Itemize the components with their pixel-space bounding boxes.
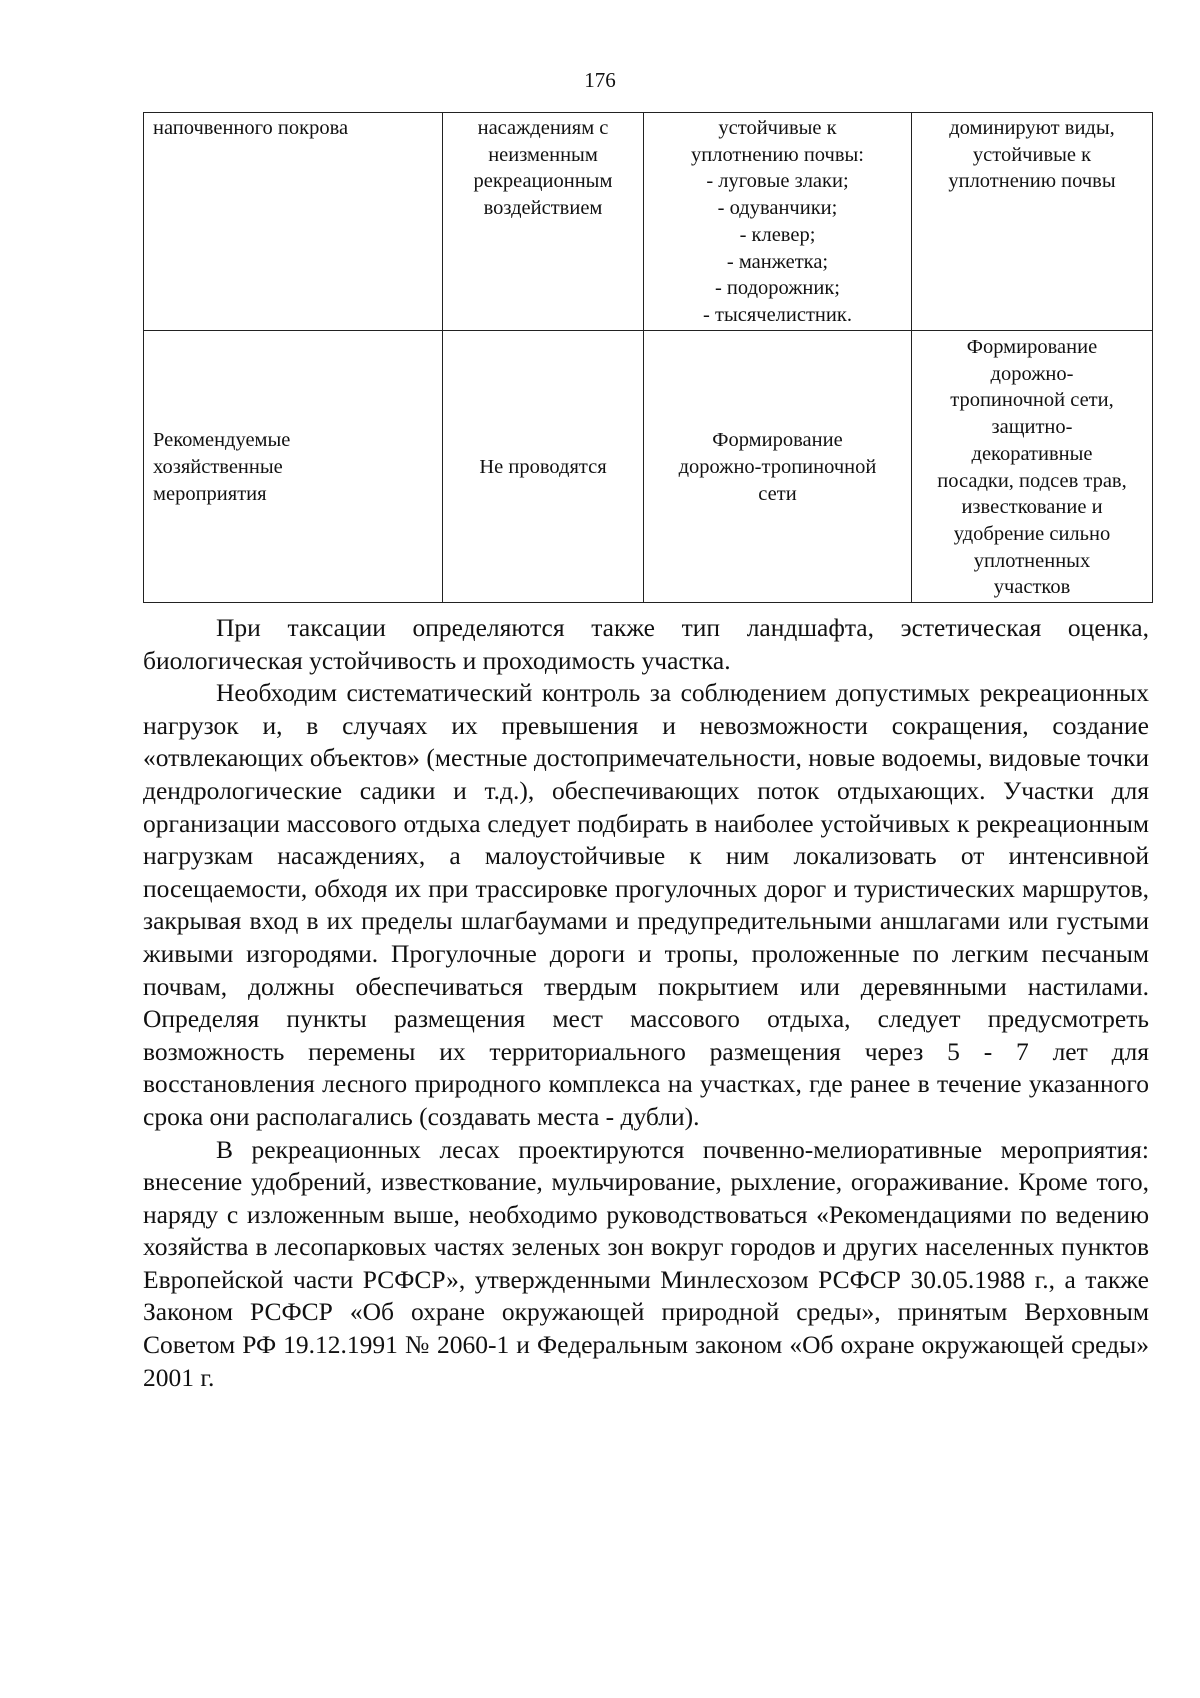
table-row <box>144 331 1153 603</box>
cell-text-line: устойчивые к <box>718 117 837 139</box>
table-cell <box>912 331 1153 603</box>
cell-text-line: посадки, подсев трав, <box>937 469 1127 492</box>
cell-text-line: Формирование <box>712 429 843 452</box>
table-cell <box>443 113 644 331</box>
cell-text-line: устойчивые к <box>972 143 1092 166</box>
table-row <box>144 113 1153 331</box>
cell-text-line: уплотнению почвы <box>948 170 1116 193</box>
table-cell <box>644 113 912 331</box>
cell-text-line: уплотнению почвы: <box>691 143 864 166</box>
cell-text-line: - клевер; <box>739 223 816 246</box>
page-number: 176 <box>584 68 616 92</box>
table-cell <box>443 331 644 603</box>
cell-text-line: уплотненных <box>973 549 1091 572</box>
paragraph: Необходим систематический контроль за соблюдением допустимых рекреационных нагрузок и, в случаях их превышения и невозможности сокращения, создание «отвлекающих объектов» (местные достопримечательности, новые водоемы, видовые точки дендрологические садики и т.д.), обеспечивающих поток отдыхающих. Участки для организации массового отдыха следует подбирать в наиболее устойчивых к рекреационным нагрузкам насаждениях, а малоустойчивые к ним локализовать от интенсивной посещаемости, обходя их при трассировке прогулочных дорог и туристических маршрутов, закрывая вход в их пределы шлагбаумами и предупредительными аншлагами или густыми живыми изгородями. Прогулочные дороги и тропы, проложенные по легким песчаным почвам, должны обеспечиваться твердым покрытием или деревянными настилами. Определяя пункты размещения мест массового отдыха, следует предусмотреть возможность перемены их территориального размещения через 5 - 7 лет для восстановления лесного природного комплекса на участках, где ранее в течение указанного срока они располагались (создавать места - дубли). <box>143 678 1149 1131</box>
cell-text-line: - одуванчики; <box>717 197 838 220</box>
cell-text-line: Формирование <box>966 335 1098 358</box>
cell-text-line: сети <box>758 482 797 505</box>
table-cell <box>644 331 912 603</box>
paragraph: В рекреационных лесах проектируются почвенно-мелиоративные мероприятия: внесение удобрений, известкование, мульчирование, рыхление, огораживание. Кроме того, наряду с изложенным выше, необходимо руководствоваться «Рекомендациями по ведению хозяйства в лесопарковых частях зеленых зон вокруг городов и других населенных пунктов Европейской части РСФСР», утвержденными Минлесхозом РСФСР 30.05.1988 г., а также Законом РСФСР «Об охране окружающей природной среды», принятым Верховным Советом РФ 19.12.1991 № 2060-1 и Федеральным законом «Об охране окружающей среды» 2001 г. <box>143 1134 1149 1392</box>
cell-text-line: насаждениям с <box>477 117 609 139</box>
paragraph: При таксации определяются также тип ландшафта, эстетическая оценка, биологическая устойчивость и проходимость участка. <box>143 613 1149 675</box>
cell-text-line: - подорожник; <box>714 277 840 300</box>
cell-text-line: декоративные <box>971 442 1093 465</box>
body-text <box>143 612 1149 1394</box>
cell-text-line: неизменным <box>488 143 598 166</box>
cell-text-line: хозяйственные <box>153 456 283 479</box>
cell-text-line: тропиночной сети, <box>950 389 1114 412</box>
cell-text-line: Рекомендуемые <box>153 429 291 452</box>
cell-text-line: дорожно- <box>990 362 1074 385</box>
cell-text-line: - луговые злаки; <box>706 170 849 193</box>
table-cell <box>144 331 443 603</box>
table-cell <box>144 113 443 331</box>
cell-text-line: - тысячелистник. <box>703 303 852 326</box>
cell-text-line: доминируют виды, <box>949 117 1115 139</box>
table-cell <box>912 113 1153 331</box>
recreation-table <box>143 112 1153 603</box>
cell-text-line: удобрение сильно <box>953 522 1111 545</box>
cell-text-line: участков <box>993 576 1071 599</box>
cell-text-line: рекреационным <box>473 170 613 193</box>
cell-text-line: дорожно-тропиночной <box>678 456 877 479</box>
cell-text-line: известкование и <box>961 496 1103 519</box>
cell-text-line: воздействием <box>483 197 603 220</box>
cell-text-line: - манжетка; <box>726 250 829 273</box>
cell-text-line: защитно- <box>991 416 1073 439</box>
cell-text-line: мероприятия <box>153 482 267 505</box>
cell-text-line: Не проводятся <box>479 456 607 479</box>
cell-text-line: напочвенного покрова <box>153 117 349 139</box>
